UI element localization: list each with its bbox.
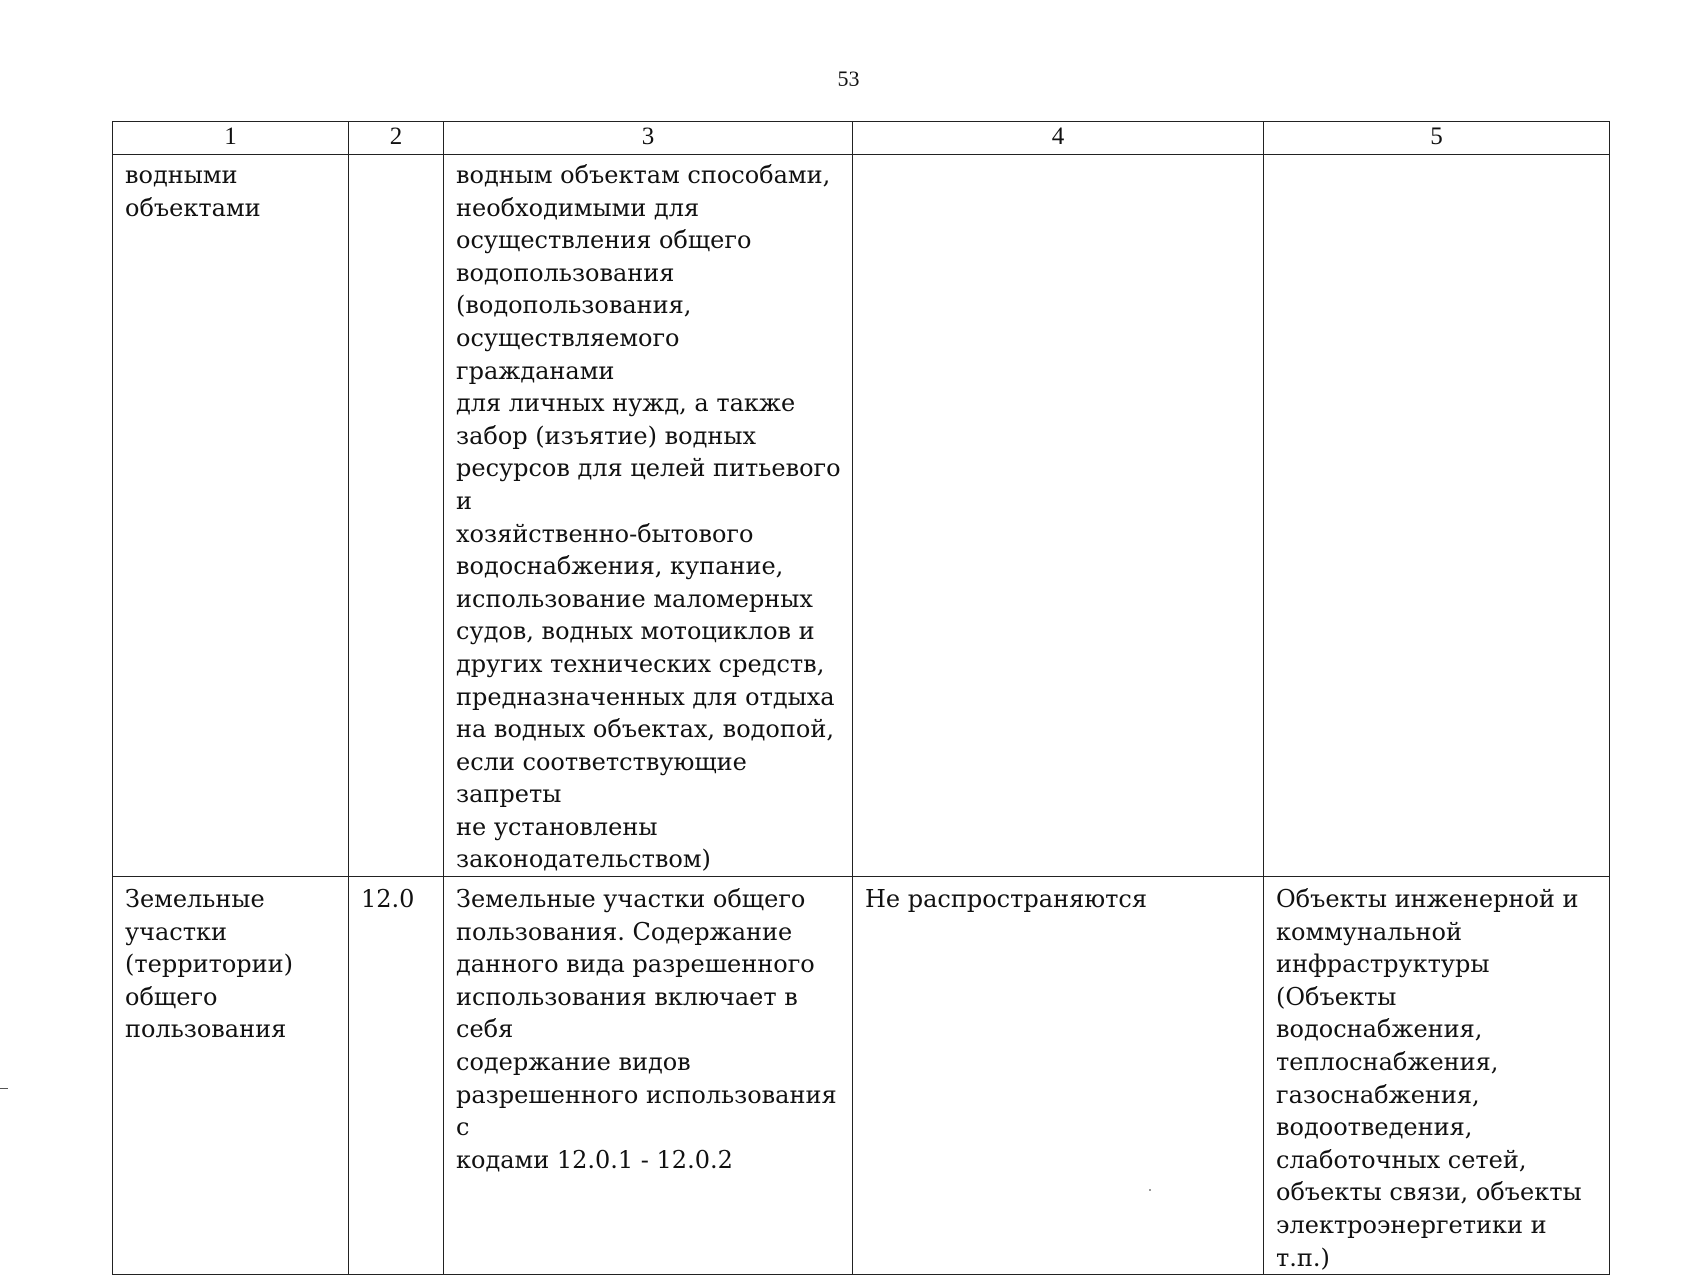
cell-description: Земельные участки общего пользования. Содержание данного вида разрешенного использования включает в себя содержание видов разрешенного использования с кодами 12.0.1 - 12.0.2: [444, 877, 853, 1275]
scan-edge-mark: [0, 1088, 8, 1089]
cell-code: [349, 155, 444, 877]
table-row: [113, 155, 1610, 877]
column-header-1: 1: [113, 122, 349, 155]
cell-name: водными объектами: [113, 155, 349, 877]
column-header-2: 2: [349, 122, 444, 155]
cell-restrictions: Не распространяются: [853, 877, 1264, 1275]
cell-objects: [1264, 155, 1610, 877]
scan-speck: [1149, 1189, 1151, 1191]
table-row: [113, 877, 1610, 1275]
column-header-4: 4: [853, 122, 1264, 155]
column-header-3: 3: [444, 122, 853, 155]
cell-name: Земельные участки (территории) общего пользования: [113, 877, 349, 1275]
regulation-table: [112, 121, 1610, 1275]
cell-objects: Объекты инженерной и коммунальной инфраструктуры (Объекты водоснабжения, теплоснабжения, газоснабжения, водоотведения, слаботочных сетей, объекты связи, объекты электроэнергетики и т.п.): [1264, 877, 1610, 1275]
page-number: 53: [837, 66, 860, 91]
cell-description: водным объектам способами, необходимыми для осуществления общего водопользования (водопользования, осуществляемого гражданами для личных нужд, а также забор (изъятие) водных ресурсов для целей питьевого и хозяйственно-бытового водоснабжения, купание, использование маломерных судов, водных мотоциклов и других технических средств, предназначенных для отдыха на водных объектах, водопой, если соответствующие запреты не установлены законодательством): [444, 155, 853, 877]
header-row: [113, 122, 1610, 155]
column-header-5: 5: [1264, 122, 1610, 155]
table-header: [113, 122, 1610, 155]
cell-code: 12.0: [349, 877, 444, 1275]
cell-restrictions: [853, 155, 1264, 877]
